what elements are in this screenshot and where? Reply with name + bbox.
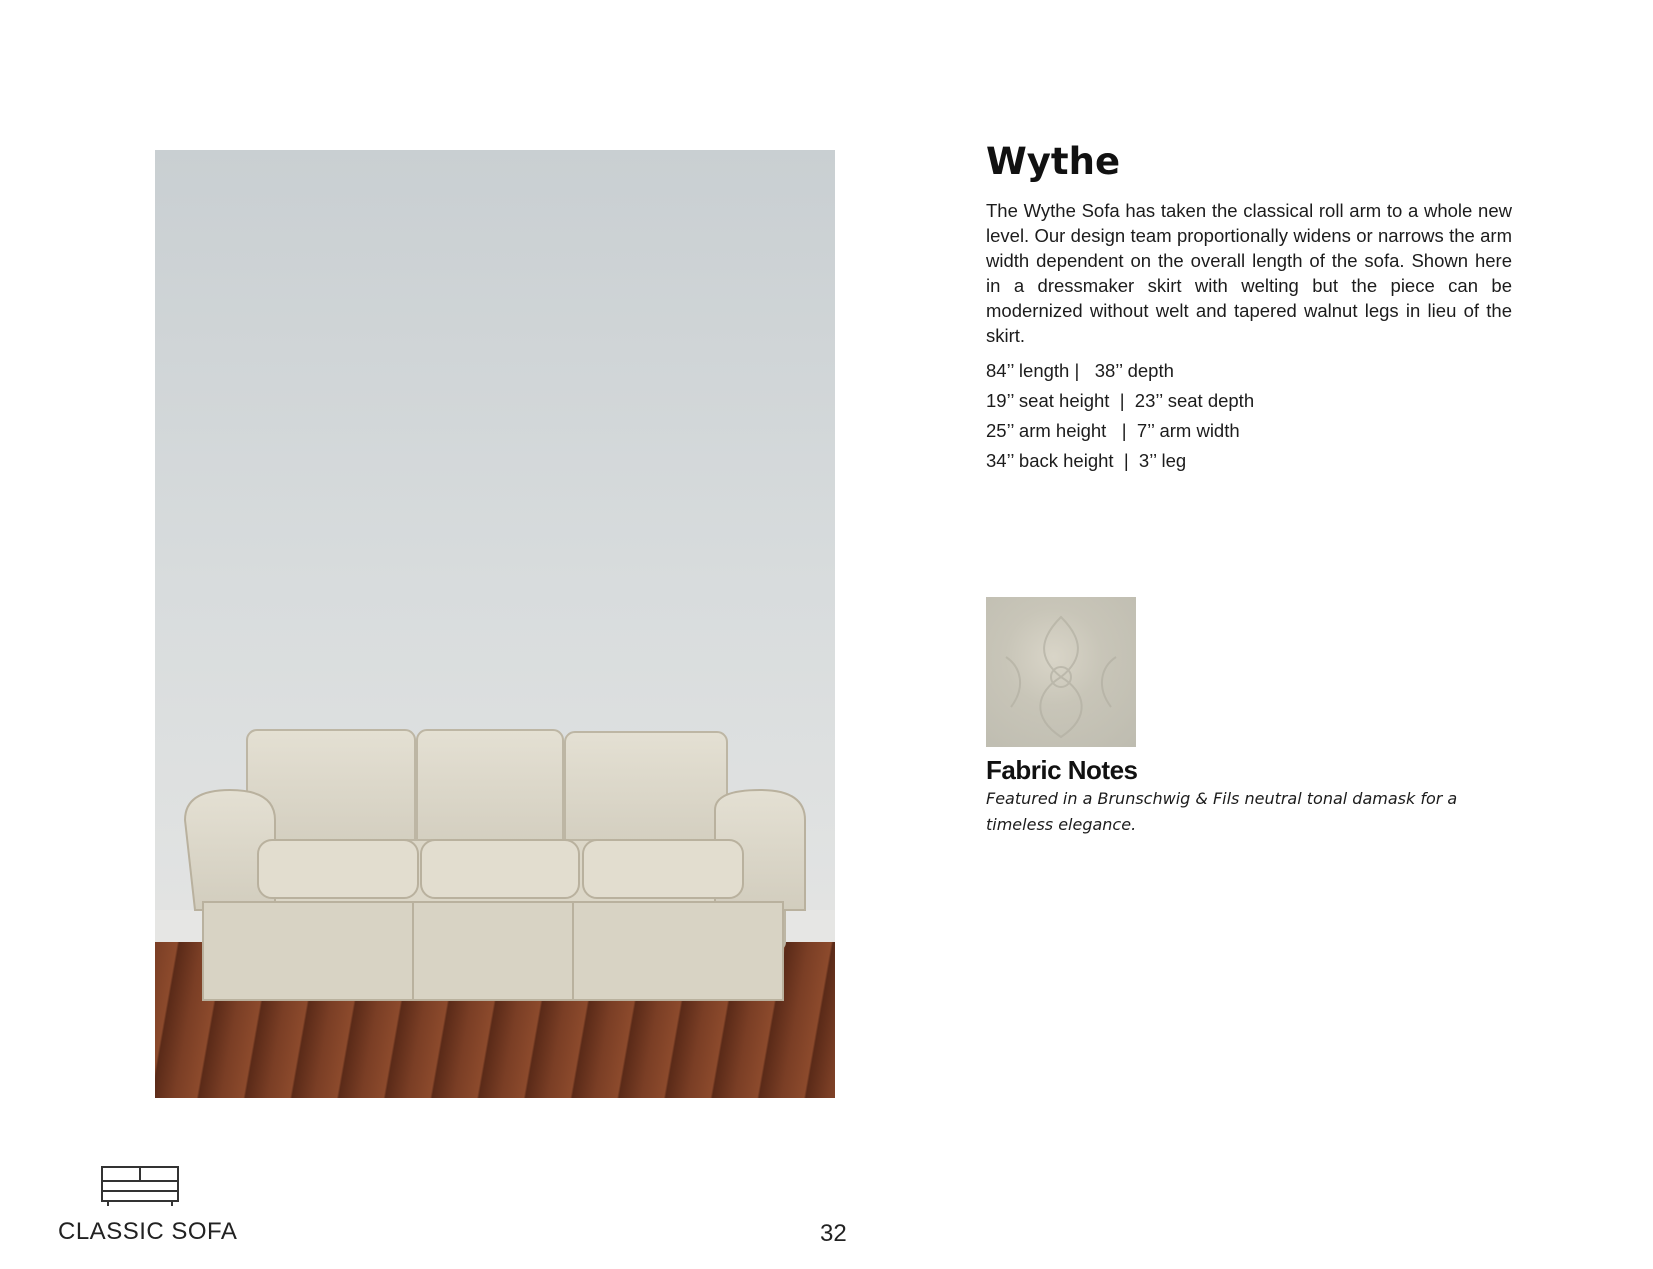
sofa-illustration [155,150,835,1098]
fabric-notes-text: Featured in a Brunschwig & Fils neutral tonal damask for a timeless elegance. [986,789,1458,834]
page-number: 32 [820,1220,847,1247]
spec-line: 25’’ arm height | 7’’ arm width [986,420,1240,441]
spec-line: 19’’ seat height | 23’’ seat depth [986,390,1255,411]
product-description: The Wythe Sofa has taken the classical roll arm to a whole new level. Our design team proportionally widens or narrows the arm width dependent on the overall length of the sofa. Shown here in a dressmaker skirt with welting but the piece can be modernized without welt and tapered walnut legs in lieu of the skirt. [986,200,1512,346]
spec-line: 84’’ length | 38’’ depth [986,360,1174,381]
fabric-swatch [986,597,1136,747]
product-title: Wythe [986,140,1121,183]
fabric-notes-heading: Fabric Notes [986,755,1138,785]
damask-pattern [986,597,1136,747]
sofa-icon [100,1165,180,1207]
product-photo [155,150,835,1098]
spec-line: 34’’ back height | 3’’ leg [986,450,1187,471]
category-label: CLASSIC SOFA [58,1218,238,1245]
spec-list [986,356,1254,476]
